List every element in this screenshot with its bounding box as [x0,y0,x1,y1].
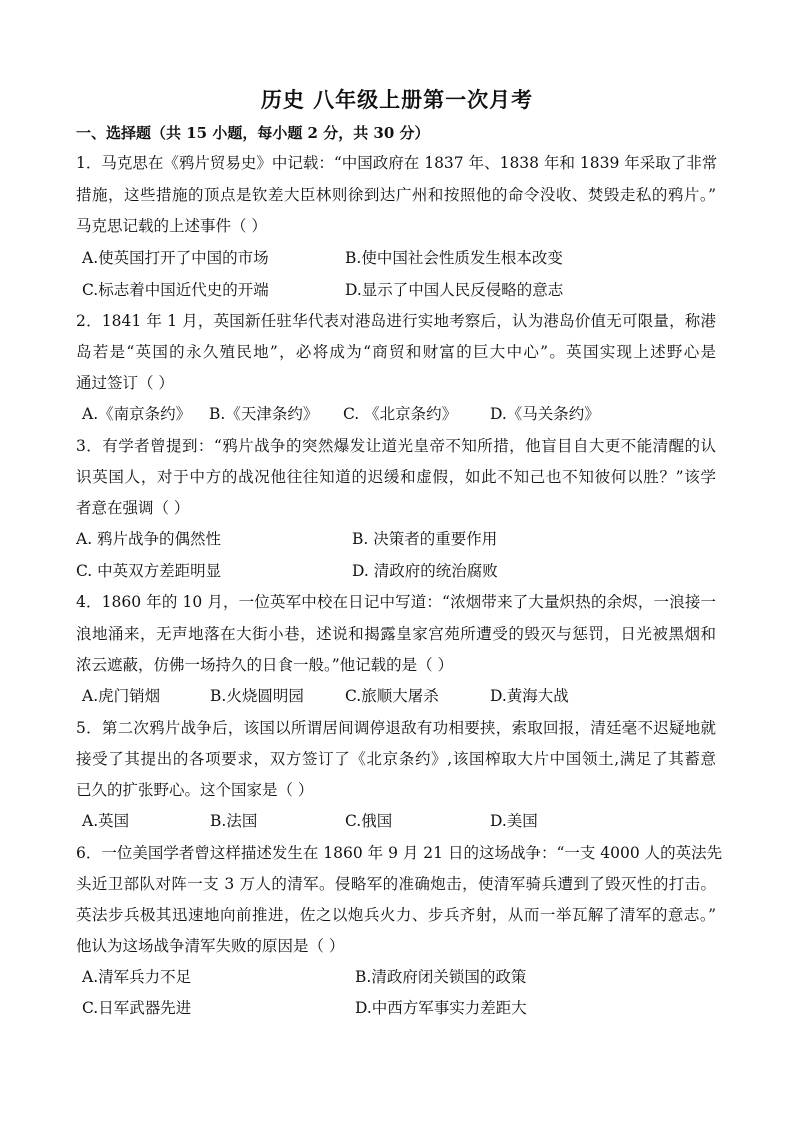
question-3-option-b[interactable]: B. 决策者的重要作用 [352,530,498,548]
question-5-option-c[interactable]: C.俄国 [345,812,393,830]
question-5-line-1: 5．第二次鸦片战争后，该国以所谓居间调停退敌有功相要挟，索取回报，清廷毫不迟疑地就 [76,719,716,737]
question-6-option-a[interactable]: A.清军兵力不足 [82,968,192,986]
question-6-line-4: 他认为这场战争清军失败的原因是（ ） [76,937,345,955]
question-5-option-b[interactable]: B.法国 [210,812,258,830]
question-6-line-3: 英法步兵极其迅速地向前推进，佐之以炮兵火力、步兵齐射，从而一举瓦解了清军的意志。” [76,906,716,924]
question-1-line-3: 马克思记载的上述事件（ ） [76,217,267,235]
question-5-line-2: 接受了其提出的各项要求，双方签订了《北京条约》,该国榨取大片中国领土,满足了其蓄意 [76,750,716,768]
question-6-line-2: 头近卫部队对阵一支 3 万人的清军。侵略军的准确炮击，使清军骑兵遭到了毁灭性的打击。 [76,875,716,893]
question-3-line-2: 识英国人，对于中方的战况他往往知道的迟缓和虚假，如此不知己也不知彼何以胜？”该学 [76,468,716,486]
section-heading: 一、选择题（共 15 小题，每小题 2 分，共 30 分） [76,124,430,142]
question-6-option-c[interactable]: C.日军武器先进 [82,999,192,1017]
question-1-option-c[interactable]: C.标志着中国近代史的开端 [82,281,269,299]
question-3-option-a[interactable]: A. 鸦片战争的偶然性 [76,530,222,548]
question-3-option-d[interactable]: D. 清政府的统治腐败 [352,562,498,580]
question-6-option-d[interactable]: D.中西方军事实力差距大 [355,999,527,1017]
question-4-line-2: 浪地涌来，无声地落在大街小巷，述说和揭露皇家宫苑所遭受的毁灭与惩罚，日光被黑烟和 [76,625,716,643]
question-3-line-1: 3．有学者曾提到：“鸦片战争的突然爆发让道光皇帝不知所措，他盲目自大更不能清醒的认 [76,437,716,455]
question-3-option-c[interactable]: C. 中英双方差距明显 [76,562,222,580]
question-5-line-3: 已久的扩张野心。这个国家是（ ） [76,781,314,799]
question-5-option-a[interactable]: A.英国 [82,812,130,830]
question-2-option-c[interactable]: C. 《北京条约》 [343,405,458,423]
question-2-option-d[interactable]: D.《马关条约》 [490,405,600,423]
question-4-line-1: 4．1860 年的 10 月，一位英军中校在日记中写道：“浓烟带来了大量炽热的余烬，一浪接一 [76,593,716,611]
question-1-option-d[interactable]: D.显示了中国人民反侵略的意志 [345,281,564,299]
question-4-option-a[interactable]: A.虎门销烟 [82,687,161,705]
question-1-line-1: 1．马克思在《鸦片贸易史》中记载：“中国政府在 1837 年、1838 年和 1839 年采取了非常 [76,154,718,172]
question-2-line-2: 岛若是“英国的永久殖民地”，必将成为“商贸和财富的巨大中心”。英国实现上述野心是 [76,343,716,361]
question-6-option-b[interactable]: B.清政府闭关锁国的政策 [355,968,527,986]
page-title: 历史 八年级上册第一次月考 [260,87,534,112]
question-6-line-1: 6．一位美国学者曾这样描述发生在 1860 年 9 月 21 日的这场战争：“一支 4000 人的英法先 [76,844,723,862]
question-2-option-b[interactable]: B.《天津条约》 [209,405,319,423]
question-3-line-3: 者意在强调（ ） [76,499,190,517]
question-4-option-d[interactable]: D.黄海大战 [490,687,569,705]
question-2-option-a[interactable]: A.《南京条约》 [82,405,192,423]
question-4-line-3: 浓云遮蔽，仿佛一场持久的日食一般。”他记载的是（ ） [76,656,454,674]
question-4-option-c[interactable]: C.旅顺大屠杀 [345,687,439,705]
question-2-line-1: 2．1841 年 1 月，英国新任驻华代表对港岛进行实地考察后，认为港岛价值无可限量，称港 [76,312,717,330]
question-4-option-b[interactable]: B.火烧圆明园 [210,687,304,705]
question-1-option-a[interactable]: A.使英国打开了中国的市场 [82,249,269,267]
question-2-line-3: 通过签订（ ） [76,374,174,392]
question-1-line-2: 措施，这些措施的顶点是钦差大臣林则徐到达广州和按照他的命令没收、焚毁走私的鸦片。” [76,186,716,204]
question-5-option-d[interactable]: D.美国 [490,812,538,830]
question-1-option-b[interactable]: B.使中国社会性质发生根本改变 [345,249,563,267]
